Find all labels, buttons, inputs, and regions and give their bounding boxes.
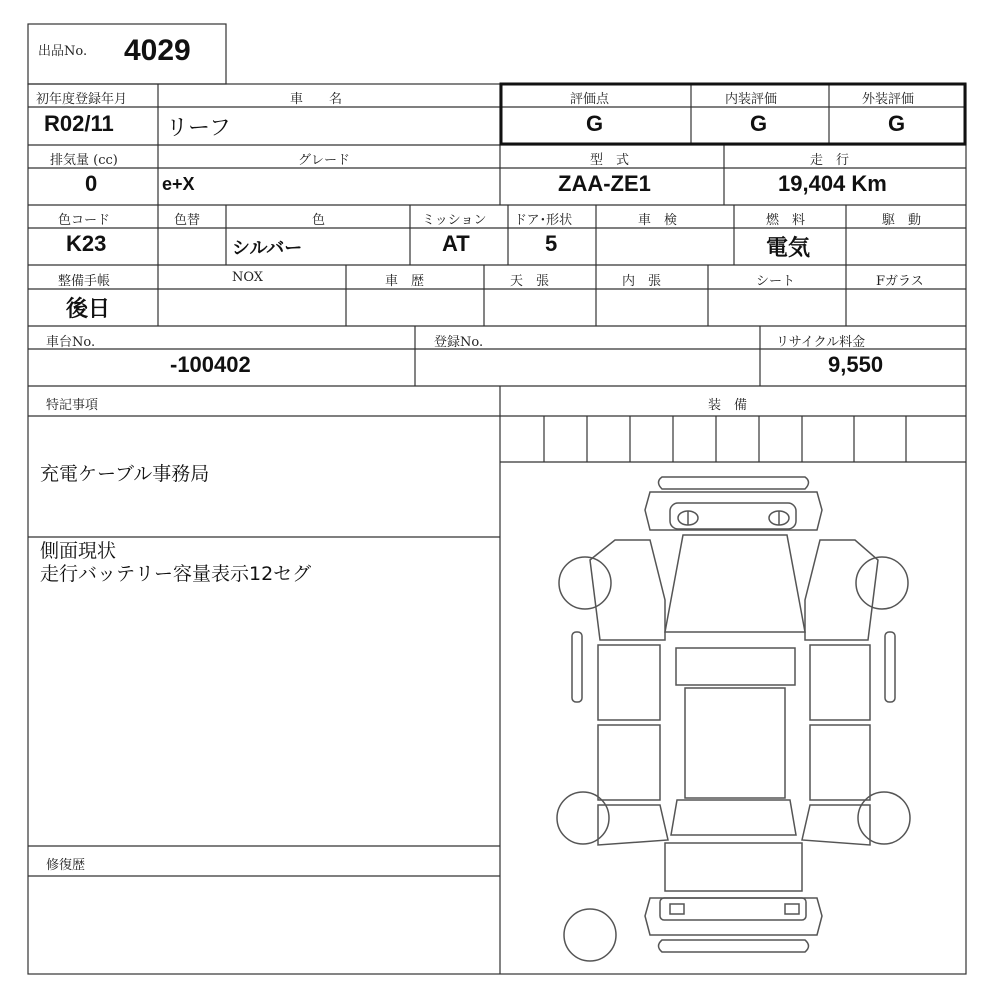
- color-label: 色: [312, 213, 326, 228]
- first-registration-value: R02/11: [44, 111, 114, 136]
- equipment-label: 装 備: [708, 398, 748, 413]
- color-value: シルバー: [232, 238, 303, 258]
- exterior-rating-value: G: [888, 111, 906, 136]
- mileage-value: 19,404 Km: [778, 171, 887, 196]
- grade-value: e+X: [162, 174, 195, 194]
- fuel-label: 燃 料: [766, 213, 806, 228]
- car-name-label: 車 名: [290, 92, 343, 107]
- seat-label: シート: [756, 274, 796, 289]
- interior-rating-value: G: [750, 111, 768, 136]
- special-notes-label: 特記事項: [46, 398, 99, 413]
- drive-label: 駆 動: [882, 213, 922, 228]
- chassis-number-value: -100402: [170, 352, 251, 377]
- transmission-label: ミッション: [422, 213, 487, 228]
- registration-number-label: 登録No.: [434, 335, 484, 350]
- ceiling-label: 天 張: [510, 274, 550, 289]
- color-code-value: K23: [66, 231, 107, 256]
- evaluation-score-value: G: [586, 111, 604, 136]
- exterior-rating-label: 外装評価: [862, 92, 915, 107]
- doors-shape-label: ドア･形状: [514, 213, 573, 228]
- service-book-value: 後日: [66, 296, 111, 321]
- grade-label: グレード: [298, 153, 351, 168]
- nox-label: NOX: [232, 270, 264, 285]
- recycle-fee-value: 9,550: [828, 352, 884, 377]
- transmission-value: AT: [442, 231, 470, 256]
- color-code-label: 色コード: [58, 213, 111, 228]
- chassis-number-label: 車台No.: [46, 335, 96, 350]
- inspection-label: 車 検: [638, 213, 678, 228]
- first-registration-label: 初年度登録年月: [36, 92, 128, 107]
- special-note-1: 充電ケーブル事務局: [40, 463, 210, 485]
- special-note-2: 側面現状 走行バッテリー容量表示12セグ: [40, 540, 312, 585]
- evaluation-score-label: 評価点: [570, 92, 610, 107]
- mileage-label: 走 行: [810, 153, 850, 168]
- car-name-value: リーフ: [166, 115, 231, 140]
- repaint-label: 色替: [174, 213, 201, 228]
- recycle-fee-label: リサイクル料金: [776, 335, 866, 350]
- service-book-label: 整備手帳: [58, 274, 111, 289]
- fuel-value: 電気: [766, 235, 811, 260]
- interior-rating-label: 内装評価: [725, 92, 778, 107]
- model-code-label: 型 式: [590, 153, 630, 168]
- front-glass-label: Fガラス: [876, 274, 924, 289]
- interior-trim-label: 内 張: [622, 274, 662, 289]
- model-code-value: ZAA-ZE1: [558, 171, 651, 196]
- displacement-value: 0: [85, 171, 98, 196]
- lot-number: 4029: [124, 34, 191, 67]
- repair-history-label: 修復歴: [46, 858, 86, 873]
- vehicle-history-label: 車 歴: [385, 274, 425, 289]
- doors-shape-value: 5: [545, 231, 558, 256]
- displacement-label: 排気量 (cc): [50, 153, 118, 168]
- lot-number-label: 出品No.: [38, 44, 88, 59]
